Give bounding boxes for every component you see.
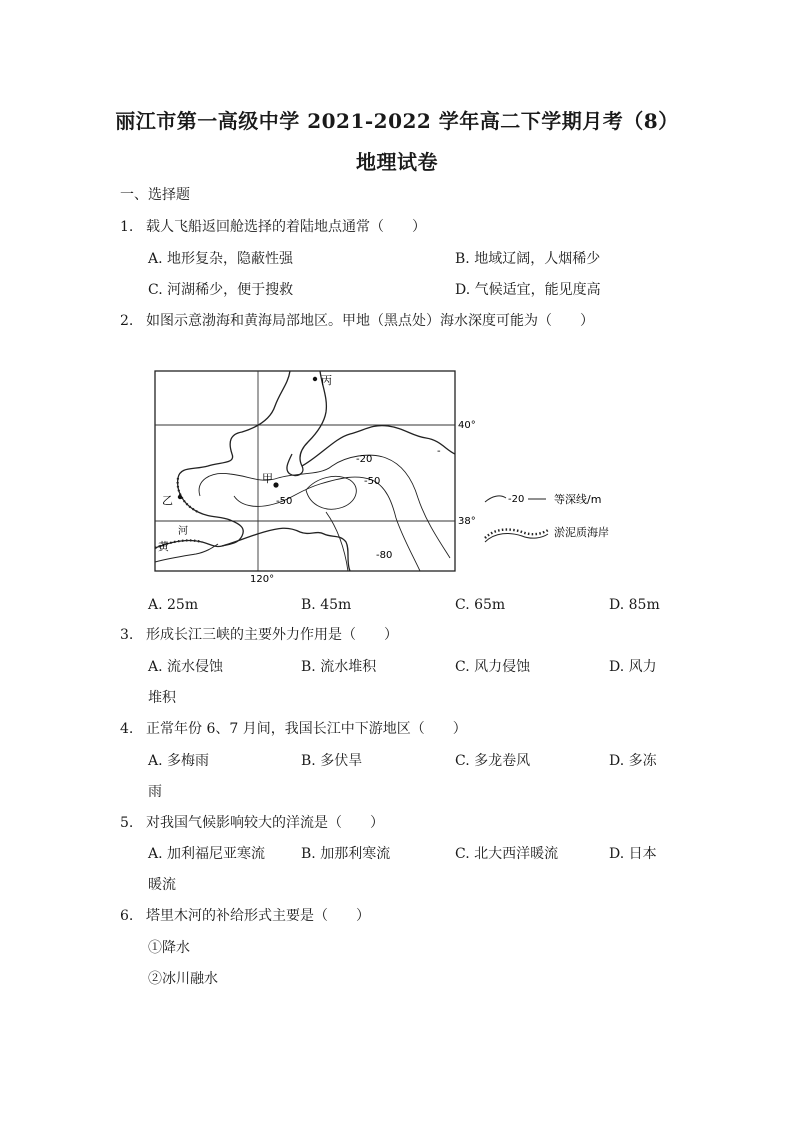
contour-20 xyxy=(199,455,450,558)
question-1-option-a: A. 地形复杂，隐蔽性强 xyxy=(148,251,294,267)
bohai-yellow-sea-map xyxy=(150,366,640,586)
question-6-stem: 塔里木河的补给形式主要是（ ） xyxy=(146,908,370,924)
question-3-number: 3. xyxy=(120,627,134,643)
question-6-item-2: ②冰川融水 xyxy=(148,971,218,987)
question-3-option-a: A. 流水侵蚀 xyxy=(148,659,224,675)
question-3-option-c: C. 风力侵蚀 xyxy=(455,659,531,675)
question-4-option-d-wrap: 雨 xyxy=(148,784,162,800)
question-4-number: 4. xyxy=(120,721,134,737)
question-4-option-a: A. 多梅雨 xyxy=(148,753,210,769)
contour-label-80: -80 xyxy=(376,550,393,561)
question-3-option-d: D. 风力 xyxy=(609,659,657,675)
question-2-stem: 如图示意渤海和黄海局部地区。甲地（黑点处）海水深度可能为（ ） xyxy=(146,313,594,329)
label-river-2: 河 xyxy=(178,526,188,537)
question-5-number: 5. xyxy=(120,815,134,831)
exam-subtitle: 地理试卷 xyxy=(356,150,438,174)
label-river-1: 黄 xyxy=(158,540,169,553)
legend-contour-value: -20 xyxy=(508,494,525,505)
coastline-north-east xyxy=(302,426,455,466)
label-lon-120: 120° xyxy=(250,574,275,585)
label-lat-38: 38° xyxy=(458,516,476,527)
contour-label-edge: - xyxy=(437,446,441,457)
question-1-number: 1. xyxy=(120,219,134,235)
question-5-option-c: C. 北大西洋暖流 xyxy=(455,846,559,862)
question-6-number: 6. xyxy=(120,908,134,924)
question-4-option-c: C. 多龙卷风 xyxy=(455,753,531,769)
question-1-option-c: C. 河湖稀少，便于搜救 xyxy=(148,282,294,298)
legend-coast-symbol xyxy=(485,530,548,538)
question-1-stem: 载人飞船返回舱选择的着陆地点通常（ ） xyxy=(146,219,426,235)
legend-coast-label: 淤泥质海岸 xyxy=(554,526,609,539)
question-5-option-a: A. 加利福尼亚寒流 xyxy=(148,846,266,862)
question-4-option-d: D. 多冻 xyxy=(609,753,657,769)
section-heading: 一、选择题 xyxy=(120,187,190,203)
question-5-stem: 对我国气候影响较大的洋流是（ ） xyxy=(146,815,384,831)
question-4-option-b: B. 多伏旱 xyxy=(301,753,363,769)
question-2-option-d: D. 85m xyxy=(609,597,660,613)
contour-label-50b: -50 xyxy=(364,476,381,487)
question-2-option-c: C. 65m xyxy=(455,597,506,613)
question-1-option-d: D. 气候适宜，能见度高 xyxy=(455,282,601,298)
label-jia: 甲 xyxy=(262,472,273,485)
contour-label-50a: -50 xyxy=(276,496,293,507)
question-6-item-1: ①降水 xyxy=(148,940,190,956)
legend-contour-label: 等深线/m xyxy=(554,493,602,506)
question-2-option-a: A. 25m xyxy=(148,597,199,613)
coastline-west xyxy=(178,371,293,546)
point-jia-marker xyxy=(273,482,278,487)
legend-contour-symbol xyxy=(485,496,506,502)
question-3-option-b: B. 流水堆积 xyxy=(301,659,377,675)
label-bing: 丙 xyxy=(321,374,332,387)
question-1-option-b: B. 地域辽阔，人烟稀少 xyxy=(455,251,601,267)
legend-coast-line xyxy=(485,534,548,542)
question-3-option-d-wrap: 堆积 xyxy=(148,690,176,706)
label-yi: 乙 xyxy=(162,494,173,507)
question-5-option-d: D. 日本 xyxy=(609,846,657,862)
contour-label-20: -20 xyxy=(356,454,373,465)
question-2-number: 2. xyxy=(120,313,134,329)
coastline-shandong xyxy=(222,528,350,571)
question-5-option-d-wrap: 暖流 xyxy=(148,877,176,893)
question-5-option-b: B. 加那利寒流 xyxy=(301,846,391,862)
label-lat-40: 40° xyxy=(458,420,476,431)
question-4-stem: 正常年份 6、7 月间，我国长江中下游地区（ ） xyxy=(146,721,467,737)
question-3-stem: 形成长江三峡的主要外力作用是（ ） xyxy=(146,627,398,643)
point-yi-marker xyxy=(178,495,182,499)
point-bing-marker xyxy=(313,377,317,381)
exam-title: 丽江市第一高级中学 2021-2022 学年高二下学期月考（8） xyxy=(115,109,679,133)
question-2-option-b: B. 45m xyxy=(301,597,352,613)
